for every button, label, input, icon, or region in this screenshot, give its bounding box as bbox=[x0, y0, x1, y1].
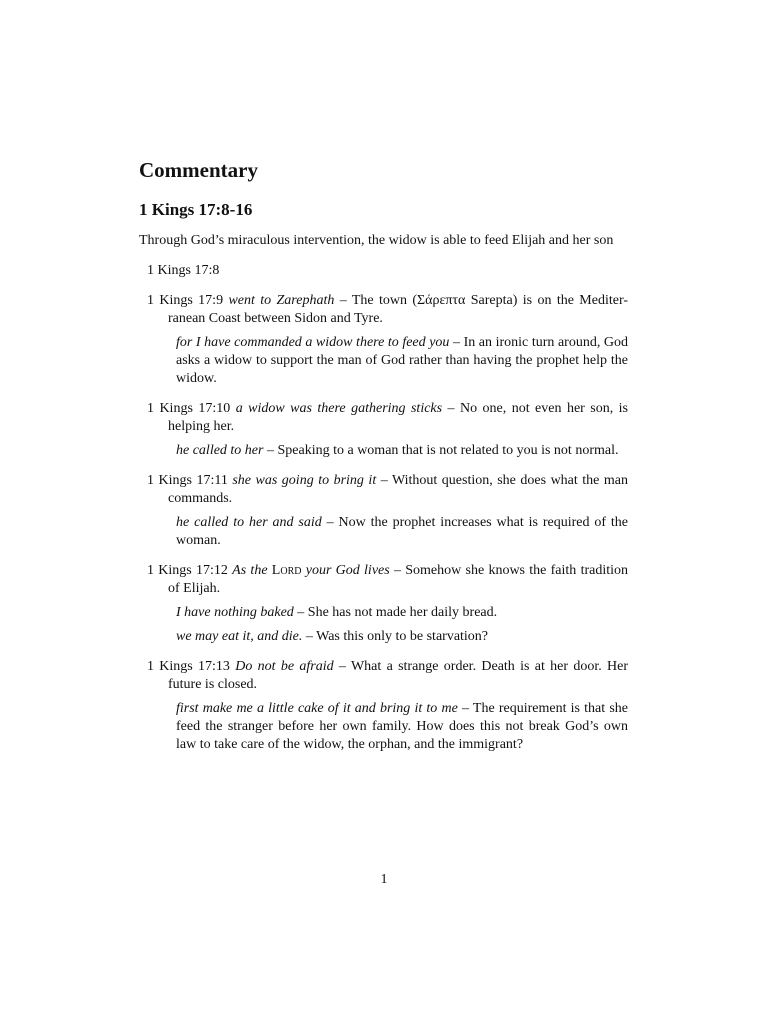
verse-phrase: went to Zarephath bbox=[228, 293, 335, 308]
verse-phrase: she was going to bring it bbox=[232, 473, 377, 488]
page-number: 1 bbox=[380, 872, 388, 887]
sub-note: She has not made her daily bread. bbox=[307, 605, 498, 620]
page-title: Commentary bbox=[139, 158, 258, 182]
dash: – bbox=[263, 443, 278, 458]
section-heading: 1 Kings 17:8-16 bbox=[139, 200, 253, 219]
dash: – bbox=[334, 293, 352, 308]
dash: – bbox=[376, 473, 392, 488]
sub-note: The requirement is that she feed the stranger before her own family. How does this not break God’s own law to take care of the widow, the orphan, and the immigrant? bbox=[176, 701, 628, 752]
verse-ref: 1 Kings 17:13 bbox=[147, 659, 230, 674]
document-page bbox=[139, 156, 628, 754]
verse-ref: 1 Kings 17:9 bbox=[147, 293, 224, 308]
verse-phrase: Do not be afraid bbox=[235, 659, 334, 674]
sub-phrase: he called to her and said bbox=[176, 515, 322, 530]
verse-phrase-cont: your God lives bbox=[301, 563, 390, 578]
verse-ref: 1 Kings 17:11 bbox=[147, 473, 228, 488]
verse-ref: 1 Kings 17:12 bbox=[147, 563, 228, 578]
section-intro: Through God’s miraculous intervention, the widow is able to feed Elijah and her son bbox=[139, 233, 614, 248]
commentary-entry-17-10 bbox=[139, 400, 628, 460]
verse-ref: 1 Kings 17:8 bbox=[147, 263, 220, 278]
verse-phrase: As the bbox=[232, 563, 272, 578]
verse-note-cont: Sarepta) is on the Mediter-ranean Coast between Sidon and Tyre. bbox=[168, 293, 629, 326]
commentary-entry-17-9 bbox=[139, 292, 628, 388]
greek-word: Σάρεπτα bbox=[417, 293, 466, 308]
sub-note: Was this only to be starvation? bbox=[316, 629, 489, 644]
commentary-entry-17-8 bbox=[139, 262, 628, 280]
dash: – bbox=[333, 659, 351, 674]
sub-note: Speaking to a woman that is not related to you is not normal. bbox=[277, 443, 619, 458]
dash: – bbox=[293, 605, 308, 620]
dash: – bbox=[302, 629, 317, 644]
verse-phrase: a widow was there gathering sticks bbox=[235, 401, 443, 416]
sub-note: Now the prophet increases what is required of the woman. bbox=[176, 515, 629, 548]
verse-note: What a strange order. Death is at her door. Her future is closed. bbox=[168, 659, 628, 692]
dash: – bbox=[389, 563, 406, 578]
sub-phrase: we may eat it, and die. bbox=[176, 629, 303, 644]
sub-note: In an ironic turn around, God asks a widow to support the man of God rather than having the prophet help the widow. bbox=[176, 335, 628, 386]
verse-note: Without question, she does what the man commands. bbox=[168, 473, 628, 506]
sub-phrase: first make me a little cake of it and bring it to me bbox=[176, 701, 458, 716]
verse-note: No one, not even her son, is helping her. bbox=[168, 401, 628, 434]
commentary-entry-17-12 bbox=[139, 562, 628, 646]
lord-smallcaps: Lord bbox=[271, 563, 302, 578]
dash: – bbox=[449, 335, 464, 350]
sub-phrase: for I have commanded a widow there to feed you bbox=[176, 335, 450, 350]
sub-phrase: he called to her bbox=[176, 443, 264, 458]
dash: – bbox=[321, 515, 339, 530]
commentary-entry-17-13 bbox=[139, 658, 628, 754]
sub-phrase: I have nothing baked bbox=[176, 605, 294, 620]
dash: – bbox=[457, 701, 473, 716]
verse-note: The town ( bbox=[351, 293, 417, 308]
commentary-entry-17-11 bbox=[139, 472, 628, 550]
dash: – bbox=[442, 401, 460, 416]
verse-note: Somehow she knows the faith tradition of Elijah. bbox=[168, 563, 629, 596]
verse-ref: 1 Kings 17:10 bbox=[147, 401, 231, 416]
